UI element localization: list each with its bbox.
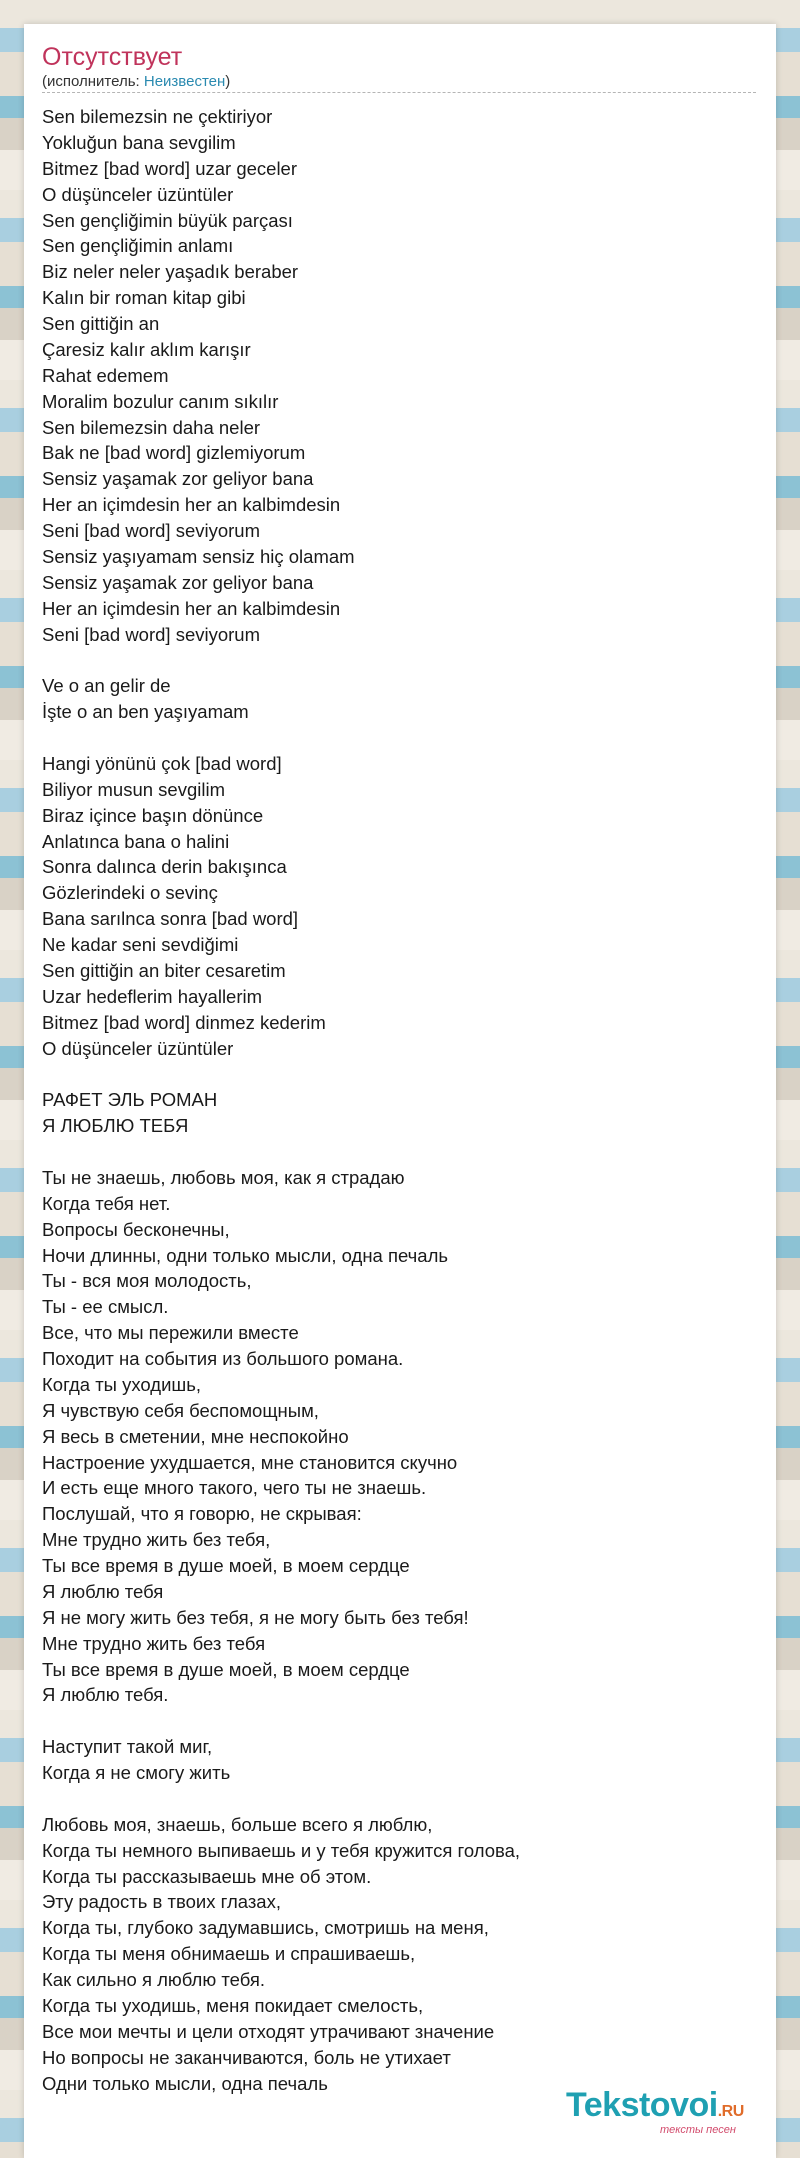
lyric-line: Moralim bozulur canım sıkılır xyxy=(42,390,279,412)
lyric-line: Sensiz yaşamak zor geliyor bana xyxy=(42,468,314,490)
lyric-line: Sen bilemezsin daha neler xyxy=(42,416,261,438)
lyric-line: Sensiz yaşamak zor geliyor bana xyxy=(42,571,314,593)
lyric-line: Когда тебя нет. xyxy=(42,1192,171,1214)
lyric-line: Ты все время в душе моей, в моем сердце xyxy=(42,1555,410,1576)
lyric-line: Мне трудно жить без тебя, xyxy=(42,1529,271,1551)
lyric-line: Anlatınca bana o halini xyxy=(42,830,230,852)
lyric-line: Я люблю тебя. xyxy=(42,1684,169,1706)
lyric-line: Seni [bad word] seviyorum xyxy=(42,520,260,541)
lyric-line: Biz neler neler yaşadık beraber xyxy=(42,261,299,283)
lyric-line: Одни только мысли, одна печаль xyxy=(42,2072,328,2094)
lyric-line: Çaresiz kalır aklım karışır xyxy=(42,338,251,360)
header-divider xyxy=(42,92,756,93)
lyric-blank-line xyxy=(42,1139,756,1165)
lyric-line: И есть еще много такого, чего ты не знаешь. xyxy=(42,1477,427,1499)
lyric-line: Ночи длинны, одни только мысли, одна печаль xyxy=(42,1244,449,1266)
lyric-line: Я не могу жить без тебя, я не могу быть без тебя! xyxy=(42,1606,469,1628)
lyric-line: Мне трудно жить без тебя xyxy=(42,1632,266,1654)
lyric-line: Все, что мы пережили вместе xyxy=(42,1322,299,1344)
logo-name: Tekstovoi xyxy=(566,2086,718,2124)
lyric-line: Sen gençliğimin büyük parçası xyxy=(42,209,293,231)
lyric-line: Sonra dalınca derin bakışınca xyxy=(42,856,287,878)
lyric-line: Uzar hedeflerim hayallerim xyxy=(42,985,263,1007)
lyric-line: İşte o an ben yaşıyamam xyxy=(42,701,249,723)
lyric-line: Sen bilemezsin ne çektiriyor xyxy=(42,106,273,127)
lyric-line: Sensiz yaşıyamam sensiz hiç olamam xyxy=(42,545,355,567)
lyric-line: Когда ты уходишь, xyxy=(42,1373,202,1395)
lyric-line: Как сильно я люблю тебя. xyxy=(42,1969,266,1990)
lyric-line: Sen gittiğin an biter cesaretim xyxy=(42,959,286,981)
lyric-line: Походит на события из большого романа. xyxy=(42,1348,404,1369)
lyric-line: Я люблю тебя xyxy=(42,1580,164,1602)
lyric-line: O düşünceler üzüntüler xyxy=(42,1037,234,1059)
lyric-line: Когда ты, глубоко задумавшись, смотришь на меня, xyxy=(42,1917,489,1939)
lyric-line: Her an içimdesin her an kalbimdesin xyxy=(42,494,341,516)
lyric-line: Когда ты рассказываешь мне об этом. xyxy=(42,1865,372,1887)
lyric-line: Наступит такой миг, xyxy=(42,1736,213,1758)
lyric-line: Когда ты уходишь, меня покидает смелость, xyxy=(42,1994,424,2016)
artist-prefix: (исполнитель: xyxy=(42,73,144,90)
lyric-line: Когда я не смогу жить xyxy=(42,1762,231,1783)
lyric-line: Когда ты меня обнимаешь и спрашиваешь, xyxy=(42,1943,416,1965)
lyric-line: Я чувствую себя беспомощным, xyxy=(42,1399,319,1421)
lyric-line: Ne kadar seni sevdiğimi xyxy=(42,934,239,955)
lyric-line: Bana sarılnca sonra [bad word] xyxy=(42,908,299,930)
lyric-line: Ve o an gelir de xyxy=(42,675,171,697)
lyric-line: Gözlerindeki o sevinç xyxy=(42,882,218,904)
site-logo[interactable] xyxy=(566,2086,776,2146)
lyric-line: Her an içimdesin her an kalbimdesin xyxy=(42,597,341,619)
lyric-line: Эту радость в твоих глазах, xyxy=(42,1891,281,1913)
lyric-line: Sen gençliğimin anlamı xyxy=(42,235,234,257)
lyric-line: РАФЕТ ЭЛЬ РОМАН xyxy=(42,1089,218,1111)
lyric-line: Ты - вся моя молодость, xyxy=(42,1270,252,1292)
lyric-line: O düşünceler üzüntüler xyxy=(42,183,234,205)
lyric-blank-line xyxy=(42,725,756,751)
lyric-blank-line xyxy=(42,647,756,673)
lyric-line: Любовь моя, знаешь, больше всего я люблю, xyxy=(42,1813,433,1835)
lyric-line: Я ЛЮБЛЮ ТЕБЯ xyxy=(42,1115,189,1137)
logo-tld: .RU xyxy=(717,2103,744,2120)
lyric-line: Kalın bir roman kitap gibi xyxy=(42,287,246,309)
artist-line xyxy=(42,72,230,92)
lyric-line: Все мои мечты и цели отходят утрачивают значение xyxy=(42,2020,495,2042)
lyric-line: Rahat edemem xyxy=(42,364,169,386)
lyric-line: Послушай, что я говорю, не скрывая: xyxy=(42,1503,362,1525)
lyric-line: Sen gittiğin an xyxy=(42,313,160,334)
lyric-line: Когда ты немного выпиваешь и у тебя кружится голова, xyxy=(42,1839,521,1861)
artist-suffix: ) xyxy=(225,73,231,90)
artist-link[interactable]: Неизвестен xyxy=(143,73,226,90)
lyric-line: Вопросы бесконечны, xyxy=(42,1218,230,1240)
lyric-line: Biliyor musun sevgilim xyxy=(42,778,225,800)
lyric-blank-line xyxy=(42,1061,756,1087)
lyric-line: Hangi yönünü çok [bad word] xyxy=(42,752,282,774)
lyric-line: Я весь в сметении, мне неспокойно xyxy=(42,1425,349,1447)
lyric-line: Bitmez [bad word] uzar geceler xyxy=(42,157,298,179)
lyric-line: Seni [bad word] seviyorum xyxy=(42,623,260,645)
lyrics-text xyxy=(42,104,756,2096)
lyric-line: Biraz içince başın dönünce xyxy=(42,804,264,826)
lyric-line: Bitmez [bad word] dinmez kederim xyxy=(42,1011,326,1033)
logo-tagline: тексты песен xyxy=(660,2124,736,2136)
lyric-blank-line xyxy=(42,1708,756,1734)
lyric-blank-line xyxy=(42,1786,756,1812)
lyric-line: Ты все время в душе моей, в моем сердце xyxy=(42,1658,410,1680)
lyric-line: Ты не знаешь, любовь моя, как я страдаю xyxy=(42,1166,405,1188)
lyric-line: Настроение ухудшается, мне становится скучно xyxy=(42,1451,458,1473)
lyric-line: Ты - ее смысл. xyxy=(42,1296,169,1318)
lyric-line: Bak ne [bad word] gizlemiyorum xyxy=(42,442,306,464)
song-title: Отсутствует xyxy=(42,43,183,71)
lyric-line: Но вопросы не заканчиваются, боль не утихает xyxy=(42,2046,451,2068)
lyric-line: Yokluğun bana sevgilim xyxy=(42,131,236,153)
